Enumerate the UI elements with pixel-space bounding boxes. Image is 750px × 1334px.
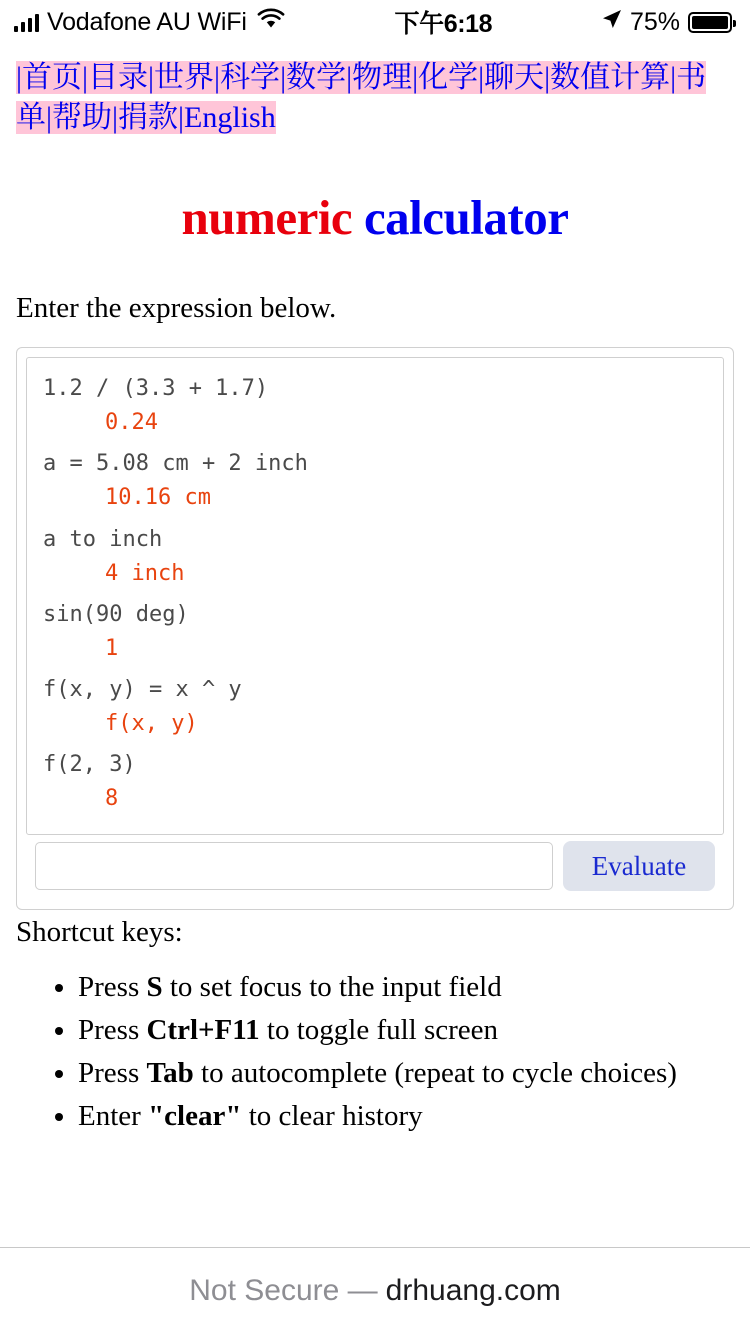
site-nav-links[interactable] xyxy=(16,61,706,134)
shortcut-text-pre: Press xyxy=(78,1057,147,1090)
nav-separator: | xyxy=(412,61,419,94)
shortcut-text-pre: Press xyxy=(78,971,147,1004)
site-nav xyxy=(16,58,734,137)
nav-separator: | xyxy=(478,61,485,94)
carrier-label: Vodafone AU WiFi xyxy=(47,7,247,36)
nav-separator: | xyxy=(112,100,119,134)
browser-address-bar[interactable] xyxy=(0,1247,750,1334)
page-content xyxy=(0,58,750,1136)
console-history[interactable] xyxy=(26,357,724,835)
shortcut-text-post: to clear history xyxy=(241,1100,423,1133)
nav-link-6[interactable]: 物理 xyxy=(352,61,413,94)
status-bar xyxy=(0,0,750,44)
console-entry xyxy=(43,523,707,591)
nav-separator: | xyxy=(178,100,185,134)
shortcut-item xyxy=(78,1053,734,1093)
battery-percent-label: 75% xyxy=(629,7,680,36)
nav-link-2[interactable]: 目录 xyxy=(88,61,149,94)
console-entry xyxy=(43,598,707,666)
nav-link-5[interactable]: 数学 xyxy=(286,61,347,94)
console-expression: a to inch xyxy=(43,526,163,552)
location-arrow-icon xyxy=(602,8,622,36)
console-result: 0.24 xyxy=(105,410,158,436)
console-result: 4 inch xyxy=(105,560,185,586)
security-status-label: Not Secure — xyxy=(189,1274,378,1307)
nav-link-1[interactable]: 首页 xyxy=(22,61,83,94)
nav-link-3[interactable]: 世界 xyxy=(154,61,215,94)
shortcut-text-post: to toggle full screen xyxy=(259,1014,499,1047)
page-title-part1: numeric xyxy=(181,190,353,246)
shortcut-item xyxy=(78,967,734,1007)
nav-link-10[interactable]: 书单 xyxy=(16,61,707,134)
nav-separator: | xyxy=(148,61,155,94)
shortcut-key: Tab xyxy=(146,1057,194,1090)
wifi-icon xyxy=(257,8,285,37)
shortcut-item xyxy=(78,1010,734,1050)
shortcut-text-post: to autocomplete (repeat to cycle choices) xyxy=(193,1057,677,1090)
host-label: drhuang.com xyxy=(385,1274,561,1307)
nav-separator: | xyxy=(346,61,353,94)
clock-label: 下午6:18 xyxy=(394,10,493,38)
shortcuts-list xyxy=(16,967,734,1136)
console-expression: sin(90 deg) xyxy=(43,601,189,627)
evaluate-button[interactable]: Evaluate xyxy=(563,841,715,891)
status-bar-left xyxy=(14,8,285,37)
console-input-row xyxy=(26,841,724,900)
console-entry xyxy=(43,372,707,440)
console-entry xyxy=(43,748,707,816)
calculator-console xyxy=(16,347,734,910)
shortcut-key: Ctrl+F11 xyxy=(146,1014,260,1047)
nav-link-13[interactable]: English xyxy=(184,100,276,134)
shortcut-text-pre: Press xyxy=(78,1014,147,1047)
nav-separator: | xyxy=(16,61,23,94)
nav-link-8[interactable]: 聊天 xyxy=(484,61,545,94)
console-result: 8 xyxy=(105,786,119,812)
nav-separator: | xyxy=(280,61,287,94)
shortcuts-heading: Shortcut keys: xyxy=(16,916,183,949)
page-title-part2: calculator xyxy=(363,190,569,246)
console-entry xyxy=(43,673,707,741)
nav-separator: | xyxy=(214,61,221,94)
shortcut-item xyxy=(78,1096,734,1136)
battery-icon xyxy=(688,12,732,33)
status-bar-center xyxy=(285,4,602,40)
console-result: f(x, y) xyxy=(105,711,198,737)
status-bar-right xyxy=(602,8,732,37)
console-expression: f(2, 3) xyxy=(43,752,136,778)
nav-link-12[interactable]: 捐款 xyxy=(118,100,179,134)
nav-link-9[interactable]: 数值计算 xyxy=(550,61,671,94)
shortcut-text-post: to set focus to the input field xyxy=(162,971,502,1004)
shortcut-key: S xyxy=(146,971,163,1004)
console-expression: f(x, y) = x ^ y xyxy=(43,676,242,702)
nav-link-4[interactable]: 科学 xyxy=(220,61,281,94)
shortcut-text-pre: Enter xyxy=(78,1100,149,1133)
nav-separator: | xyxy=(82,61,89,94)
console-entry xyxy=(43,447,707,515)
shortcut-key: "clear" xyxy=(148,1100,242,1133)
expression-input[interactable] xyxy=(35,842,553,890)
page-title xyxy=(16,189,734,246)
console-result: 10.16 cm xyxy=(105,485,211,511)
nav-link-11[interactable]: 帮助 xyxy=(52,100,113,134)
console-result: 1 xyxy=(105,635,119,661)
nav-separator: | xyxy=(670,61,677,94)
cellular-signal-icon xyxy=(14,12,39,32)
console-expression: a = 5.08 cm + 2 inch xyxy=(43,451,308,477)
instruction-text: Enter the expression below. xyxy=(16,292,337,325)
nav-separator: | xyxy=(46,100,53,134)
nav-link-7[interactable]: 化学 xyxy=(418,61,479,94)
nav-separator: | xyxy=(544,61,551,94)
console-expression: 1.2 / (3.3 + 1.7) xyxy=(43,376,269,402)
